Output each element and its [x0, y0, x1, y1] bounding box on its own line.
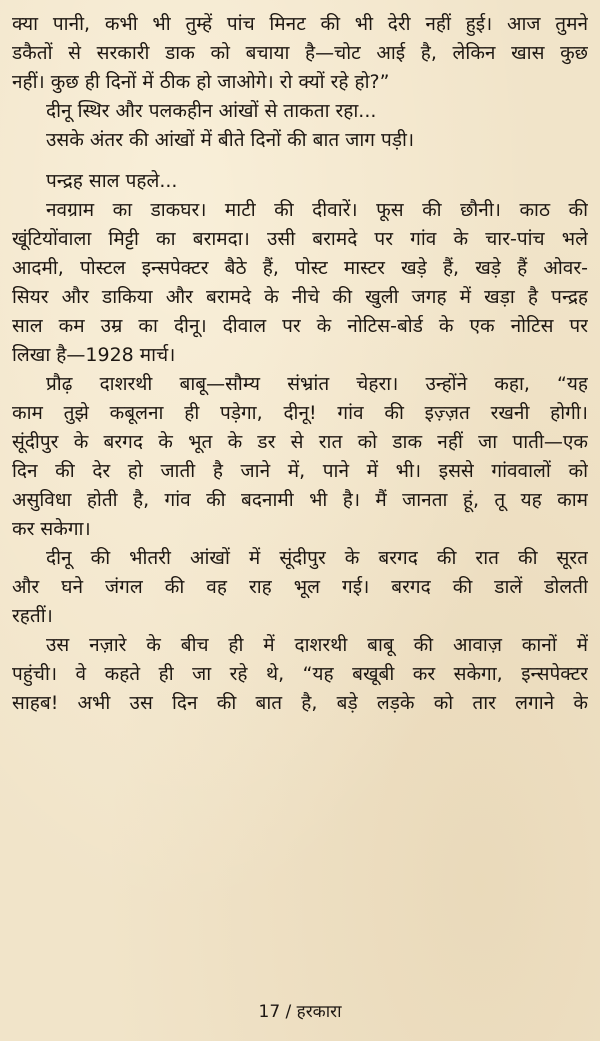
- text-line: खूंटियोंवाला मिट्टी का बरामदा। उसी बरामदे पर गांव के चार-पांच भले: [12, 228, 588, 250]
- text-line: पहुंची। वे कहते ही जा रहे थे, “यह बखूबी कर सकेगा, इन्सपेक्टर: [12, 663, 588, 685]
- text-line: पन्द्रह साल पहले...: [46, 170, 178, 192]
- text-line: सूंदीपुर के बरगद के भूत के डर से रात को डाक नहीं जा पाती—एक: [12, 431, 588, 453]
- text-line: दीनू की भीतरी आंखों में सूंदीपुर के बरगद की रात की सूरत: [46, 547, 588, 569]
- text-line: रहतीं।: [12, 605, 53, 627]
- text-line: सियर और डाकिया और बरामदे के नीचे की खुली जगह में खड़ा है पन्द्रह: [12, 286, 588, 308]
- text-line: आदमी, पोस्टल इन्सपेक्टर बैठे हैं, पोस्ट मास्टर खड़े हैं, खड़े हैं ओवर-: [12, 257, 588, 279]
- text-line: असुविधा होती है, गांव की बदनामी भी है। मैं जानता हूं, तू यह काम: [12, 489, 588, 511]
- text-line: प्रौढ़ दाशरथी बाबू—सौम्य संभ्रांत चेहरा। उन्होंने कहा, “यह: [46, 373, 588, 395]
- text-line: क्या पानी, कभी भी तुम्हें पांच मिनट की भी देरी नहीं हुई। आज तुमने: [12, 13, 588, 35]
- page-body: [12, 10, 588, 718]
- section-gap: [12, 155, 588, 167]
- text-line: नवग्राम का डाकघर। माटी की दीवारें। फूस की छौनी। काठ की: [46, 199, 588, 221]
- text-line: और घने जंगल की वह राह भूल गई। बरगद की डालें डोलती: [12, 576, 588, 598]
- text-line: काम तुझे कबूलना ही पड़ेगा, दीनू! गांव की इज़्ज़त रखनी होगी।: [12, 402, 588, 424]
- text-line: उस नज़ारे के बीच ही में दाशरथी बाबू की आवाज़ कानों में: [46, 634, 588, 656]
- text-line: दीनू स्थिर और पलकहीन आंखों से ताकता रहा...: [46, 100, 377, 122]
- text-line: दिन की देर हो जाती है जाने में, पाने में भी। इससे गांववालों को: [12, 460, 588, 482]
- text-line: नहीं। कुछ ही दिनों में ठीक हो जाओगे। रो क्यों रहे हो?”: [12, 71, 390, 93]
- text-line: लिखा है—1928 मार्च।: [12, 344, 176, 366]
- text-line: कर सकेगा।: [12, 518, 91, 540]
- text-line: साल कम उम्र का दीनू। दीवाल पर के नोटिस-बोर्ड के एक नोटिस पर: [12, 315, 588, 337]
- text-line: साहब! अभी उस दिन की बात है, बड़े लड़के को तार लगाने के: [12, 692, 588, 714]
- page-footer: 17 / हरकारा: [258, 1002, 342, 1022]
- text-line: डकैतों से सरकारी डाक को बचाया है—चोट आई है, लेकिन खास कुछ: [12, 42, 588, 64]
- text-line: उसके अंतर की आंखों में बीते दिनों की बात जाग पड़ी।: [46, 129, 415, 151]
